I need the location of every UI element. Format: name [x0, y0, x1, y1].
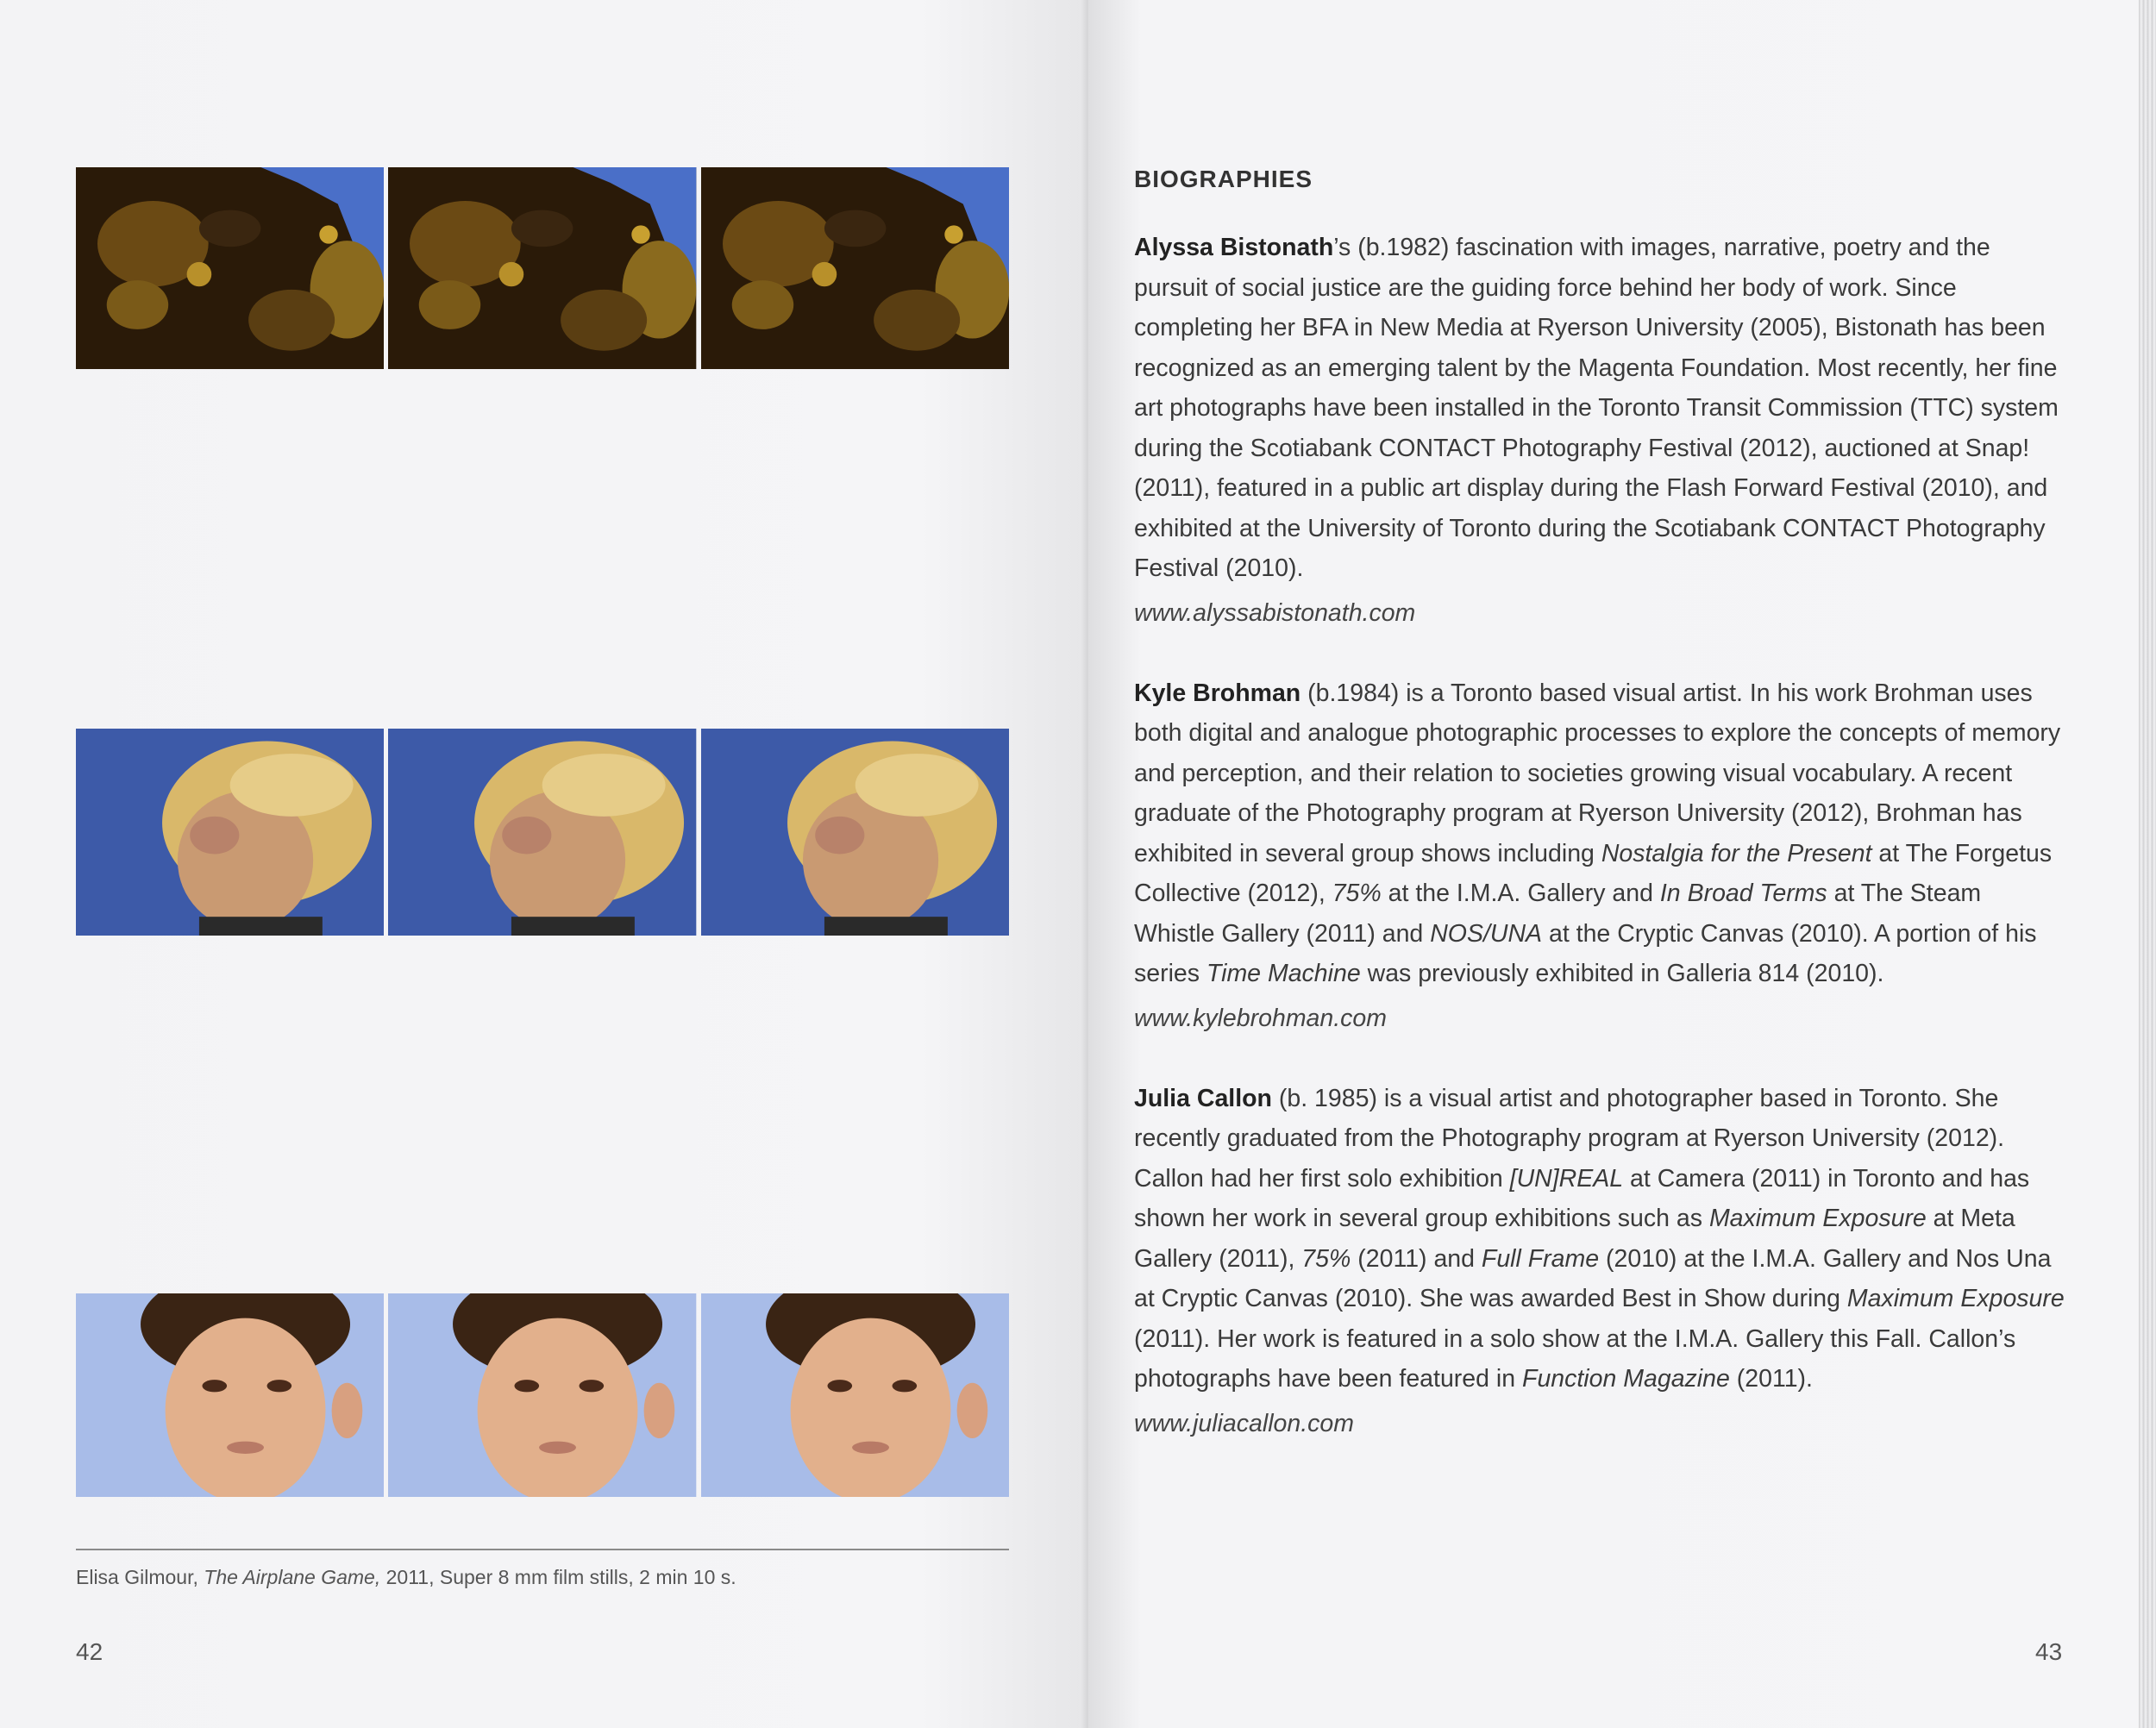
film-still [388, 1293, 696, 1497]
film-still [388, 729, 696, 936]
film-strip-hair [76, 167, 1009, 369]
biographies-section [1134, 166, 2065, 1484]
bio-text: Kyle Brohman (b.1984) is a Toronto based visual artist. In his work Brohman uses both digital and analogue photographic processes to explore the concepts of memory and perception, and their relation to societies growing visual vocabulary. A recent graduate of the Photography program at Ryerson University (2012), Brohman has exhibited in several group shows including Nostalgia for the Present at The Forgetus Collective (2012), 75% at the I.M.A. Gallery and In Broad Terms at The Steam Whistle Gallery (2011) and NOS/UNA at the Cryptic Canvas (2010). A portion of his series Time Machine was previously exhibited in Galleria 814 (2010). [1134, 679, 2061, 987]
artist-website: www.kylebrohman.com [1134, 1004, 1388, 1032]
film-still [76, 167, 384, 369]
bio-text: Julia Callon (b. 1985) is a visual artist and photographer based in Toronto. She recently graduated from the Photography program at Ryerson University (2012). Callon had her first solo exhibition [UN]REAL at Camera (2011) in Toronto and has shown her work in several group exhibitions such as Maximum Exposure at Meta Gallery (2011), 75% (2011) and Full Frame (2010) at the I.M.A. Gallery and Nos Una at Cryptic Canvas (2010). She was awarded Best in Show during Maximum Exposure (2011). Her work is featured in a solo show at the I.M.A. Gallery this Fall. Callon’s photographs have been featured in Function Magazine (2011). [1134, 1084, 2065, 1393]
section-heading: BIOGRAPHIES [1134, 166, 1313, 192]
film-still [76, 729, 384, 936]
film-still [76, 1293, 384, 1497]
page-edges [2139, 0, 2156, 1728]
film-strip-boy [76, 1293, 1009, 1497]
film-strip-child [76, 729, 1009, 936]
bio-julia-callon [1134, 1079, 2065, 1441]
caption-rule [76, 1549, 1009, 1550]
film-still [701, 729, 1009, 936]
film-still [388, 167, 696, 369]
page-number-left: 42 [76, 1638, 103, 1665]
bio-kyle-brohman [1134, 673, 2065, 1036]
film-still [701, 167, 1009, 369]
artist-website: www.alyssabistonath.com [1134, 598, 1416, 627]
film-still [701, 1293, 1009, 1497]
bio-alyssa-bistonath [1134, 228, 2065, 630]
bio-text: Alyssa Bistonath’s (b.1982) fascination with images, narrative, poetry and the pursuit of social justice are the guiding force behind her body of work. Since completing her BFA in New Media at Ryerson University (2005), Bistonath has been recognized as an emerging talent by the Magenta Foundation. Most recently, her fine art photographs have been installed in the Toronto Transit Commission (TTC) system during the Scotiabank CONTACT Photography Festival (2012), auctioned at Snap! (2011), featured in a public art display during the Flash Forward Festival (2010), and exhibited at the University of Toronto during the Scotiabank CONTACT Photography Festival (2010). [1134, 234, 2059, 582]
figure-caption: Elisa Gilmour, The Airplane Game, 2011, Super 8 mm film stills, 2 min 10 s. [76, 1566, 736, 1588]
page-number-right: 43 [2035, 1638, 2063, 1665]
artist-website: www.juliacallon.com [1134, 1409, 1355, 1437]
